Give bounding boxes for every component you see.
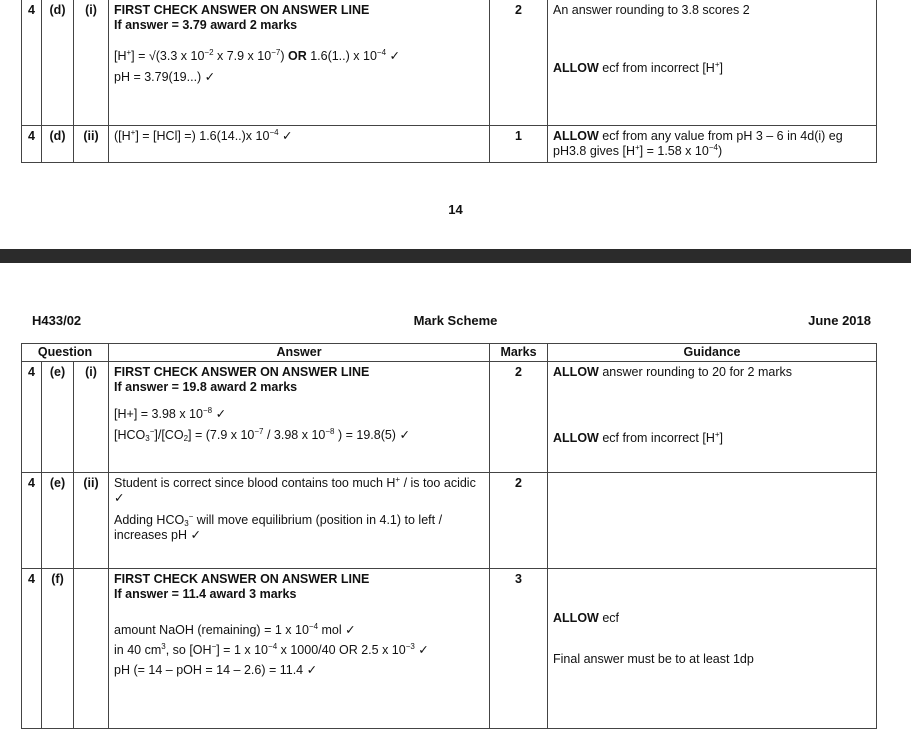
calc-line: in 40 $cm^3$, so [OH−] = 1 x $10^{-4}$ x 1000/40 OR 2.5 x $10^{-3}$ ✓: [114, 642, 429, 657]
guidance-text: ALLOW answer rounding to 20 for 2 marks: [553, 365, 792, 379]
paper-code: H433/02: [32, 313, 82, 328]
table-row: [22, 473, 877, 569]
answer-text: Adding $HCO_3^-$ will move equilibrium (position in 4.1) to left / increases pH ✓: [114, 512, 443, 542]
calc-line: [H+] = √(3.3 x $10^{-2}$ x 7.9 x $10^{-7}$) OR 1.6(1..) x $10^{-4}$ ✓: [114, 48, 400, 63]
answer-cell: [109, 569, 490, 729]
header-row: [22, 344, 877, 362]
question-number: 4: [22, 362, 42, 473]
answer-text: ([H+] = [HCl] =) 1.6(14..)x $10^{-4}$ ✓: [114, 128, 293, 143]
instruction-line: FIRST CHECK ANSWER ON ANSWER LINE: [114, 3, 370, 17]
guidance-header: Guidance: [548, 344, 877, 362]
guidance-cell: [548, 569, 877, 729]
question-subpart: [74, 569, 109, 729]
mark-scheme-table: [21, 343, 877, 729]
exam-date: June 2018: [808, 313, 871, 328]
question-part: (d): [42, 126, 74, 163]
question-number: 4: [22, 473, 42, 569]
guidance-text: ALLOW ecf from incorrect [H+]: [553, 430, 723, 445]
question-subpart: (i): [74, 0, 109, 126]
guidance-cell: [548, 126, 877, 163]
answer-header: Answer: [109, 344, 490, 362]
guidance-text: pH3.8 gives [H+] = 1.58 x $10^{-4}$): [553, 143, 723, 158]
page-title: Mark Scheme: [413, 313, 498, 328]
guidance-cell: [548, 473, 877, 569]
marks-value: 1: [490, 126, 548, 163]
page-number: 14: [448, 202, 463, 217]
instruction-line: FIRST CHECK ANSWER ON ANSWER LINE: [114, 365, 370, 379]
guidance-text: ALLOW ecf: [553, 611, 619, 625]
table-row: [22, 126, 877, 163]
question-number: 4: [22, 569, 42, 729]
answer-cell: [109, 0, 490, 126]
guidance-cell: [548, 362, 877, 473]
marks-value: 3: [490, 569, 548, 729]
marks-value: 2: [490, 362, 548, 473]
award-line: If answer = 11.4 award 3 marks: [114, 587, 297, 601]
marks-value: 2: [490, 473, 548, 569]
answer-cell: [109, 126, 490, 163]
calc-line: [H+] = 3.98 x $10^{-8}$ ✓: [114, 406, 227, 421]
question-subpart: (i): [74, 362, 109, 473]
calc-line: pH = 3.79(19...) ✓: [114, 70, 216, 84]
table-row: [22, 0, 877, 126]
answer-cell: [109, 473, 490, 569]
question-subpart: (ii): [74, 126, 109, 163]
question-number: 4: [22, 0, 42, 126]
award-line: If answer = 19.8 award 2 marks: [114, 380, 298, 394]
question-subpart: (ii): [74, 473, 109, 569]
marks-header: Marks: [490, 344, 548, 362]
answer-text: Student is correct since blood contains too much H+ / is too acidic ✓: [114, 475, 476, 505]
page-divider: [0, 249, 911, 263]
guidance-text: Final answer must be to at least 1dp: [553, 652, 754, 666]
question-part: (d): [42, 0, 74, 126]
question-part: (e): [42, 473, 74, 569]
table-row: [22, 362, 877, 473]
marks-value: 2: [490, 0, 548, 126]
question-part: (e): [42, 362, 74, 473]
table-row: [22, 569, 877, 729]
calc-line: $[HCO_3^-]/[CO_2] = (7.9$ x $10^{-7} / 3.98$ x $10^{-8}$ ) = 19.8(5) ✓: [114, 427, 410, 443]
instruction-line: FIRST CHECK ANSWER ON ANSWER LINE: [114, 572, 370, 586]
guidance-text: ALLOW ecf from incorrect [H+]: [553, 60, 723, 75]
award-line: If answer = 3.79 award 2 marks: [114, 18, 298, 32]
guidance-text: An answer rounding to 3.8 scores 2: [553, 3, 750, 17]
guidance-cell: [548, 0, 877, 126]
question-number: 4: [22, 126, 42, 163]
top-mark-table: [21, 0, 877, 163]
calc-line: pH (= 14 – pOH = 14 – 2.6) = 11.4 ✓: [114, 663, 318, 677]
guidance-text: ALLOW ecf from any value from pH 3 – 6 in 4d(i) eg: [553, 129, 843, 143]
question-part: (f): [42, 569, 74, 729]
calc-line: amount NaOH (remaining) = 1 x $10^{-4}$ mol ✓: [114, 622, 356, 637]
question-header: Question: [22, 344, 109, 362]
answer-cell: [109, 362, 490, 473]
